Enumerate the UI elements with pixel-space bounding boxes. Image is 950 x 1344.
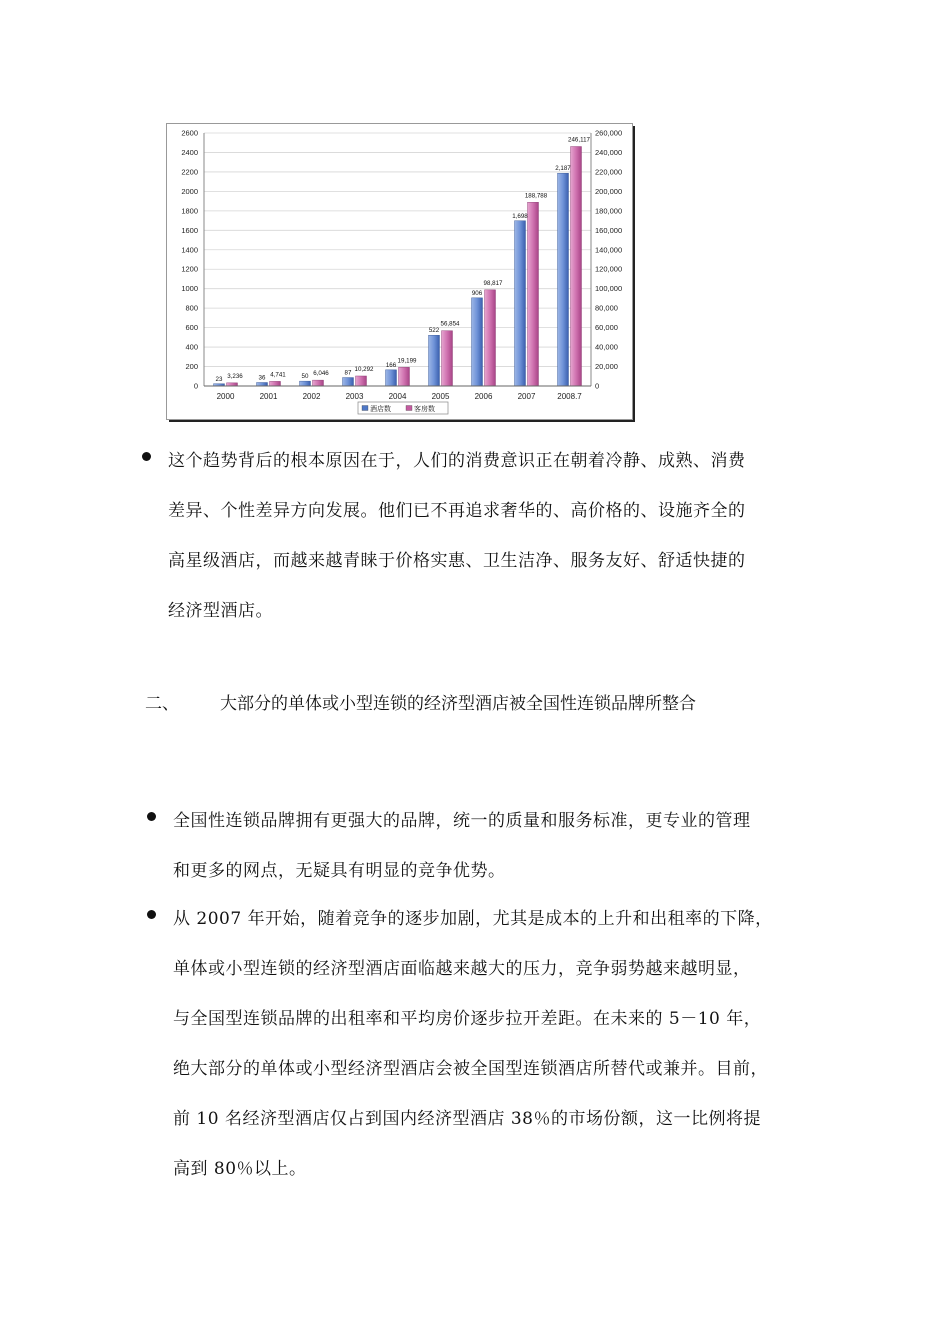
y-left-tick-label: 800 [185, 303, 198, 313]
x-tick-label: 2005 [431, 392, 450, 401]
heading-text: 大部分的单体或小型连锁的经济型酒店被全国性连锁品牌所整合 [220, 694, 696, 714]
bullet-dot [142, 452, 151, 461]
chart-svg [166, 123, 636, 423]
x-tick-label: 2000 [216, 392, 235, 401]
y-right-tick-label: 120,000 [595, 264, 623, 274]
bar-rooms [528, 202, 539, 386]
text-line: 绝大部分的单体或小型经济型酒店会被全国型连锁酒店所替代或兼并。目前， [173, 1059, 768, 1079]
text-line: 和更多的网点，无疑具有明显的竞争优势。 [173, 861, 506, 881]
bar-hotels [472, 298, 483, 386]
text-line: 经济型酒店。 [168, 601, 273, 621]
bar-rooms [571, 147, 582, 386]
legend-swatch [362, 406, 368, 411]
text-line: 这个趋势背后的根本原因在于，人们的消费意识正在朝着冷静、成熟、消费 [168, 451, 746, 471]
y-left-tick-label: 2200 [181, 167, 198, 177]
y-left-tick-label: 0 [193, 381, 198, 391]
y-right-tick-label: 0 [595, 381, 600, 391]
data-label-rooms: 6,046 [313, 370, 329, 378]
x-tick-label: 2003 [345, 392, 364, 401]
y-left-tick-label: 600 [185, 323, 198, 333]
data-label-hotels: 2,187 [555, 165, 571, 173]
x-tick-label: 2002 [302, 392, 321, 401]
data-label-hotels: 1,698 [512, 212, 528, 220]
text-line: 前 10 名经济型酒店仅占到国内经济型酒店 38％的市场份额，这一比例将提 [173, 1109, 761, 1129]
bar-hotels [429, 335, 440, 386]
bar-hotels [558, 173, 569, 386]
text-line: 全国性连锁品牌拥有更强大的品牌，统一的质量和服务标准，更专业的管理 [173, 811, 751, 831]
x-tick-label: 2007 [517, 392, 536, 401]
bar-rooms [399, 367, 410, 386]
y-right-tick-label: 240,000 [595, 147, 623, 157]
x-tick-label: 2008.7 [557, 392, 582, 401]
y-right-tick-label: 160,000 [595, 225, 623, 235]
data-label-hotels: 50 [301, 373, 309, 381]
x-tick-label: 2006 [474, 392, 493, 401]
y-right-tick-label: 260,000 [595, 128, 623, 138]
y-left-tick-label: 1600 [181, 225, 198, 235]
legend-label: 客房数 [414, 405, 435, 413]
y-left-tick-label: 2600 [181, 128, 198, 138]
bar-hotels [386, 370, 397, 386]
data-label-hotels: 522 [428, 327, 440, 335]
x-tick-label: 2001 [259, 392, 278, 401]
y-right-tick-label: 100,000 [595, 284, 623, 294]
y-left-tick-label: 1800 [181, 206, 198, 216]
chart-legend [358, 402, 448, 414]
y-left-tick-label: 1400 [181, 245, 198, 255]
data-label-rooms: 246,117 [568, 136, 590, 144]
data-label-rooms: 19,199 [397, 357, 417, 365]
y-right-tick-label: 20,000 [595, 362, 618, 372]
data-label-rooms: 188,788 [524, 192, 548, 200]
y-right-tick-label: 60,000 [595, 323, 618, 333]
y-right-tick-label: 80,000 [595, 303, 618, 313]
y-left-tick-label: 2400 [181, 147, 198, 157]
data-label-hotels: 166 [385, 361, 397, 369]
bullet-dot [147, 910, 156, 919]
data-label-rooms: 98,817 [483, 279, 503, 287]
bar-rooms [356, 376, 367, 386]
text-line: 与全国型连锁品牌的出租率和平均房价逐步拉开差距。在未来的 5－10 年， [173, 1009, 762, 1029]
y-left-tick-label: 1200 [181, 264, 198, 274]
legend-swatch [406, 406, 412, 411]
text-line: 单体或小型连锁的经济型酒店面临越来越大的压力，竞争弱势越来越明显， [173, 959, 751, 979]
y-right-tick-label: 220,000 [595, 167, 623, 177]
hotel-growth-chart [166, 123, 636, 423]
text-line: 从 2007 年开始，随着竞争的逐步加剧，尤其是成本的上升和出租率的下降， [173, 909, 773, 929]
bar-hotels [300, 381, 311, 386]
x-tick-label: 2004 [388, 392, 407, 401]
text-line: 高星级酒店，而越来越青睐于价格实惠、卫生洁净、服务友好、舒适快捷的 [168, 551, 746, 571]
y-right-tick-label: 140,000 [595, 245, 623, 255]
legend-label: 酒店数 [370, 405, 391, 413]
bar-rooms [313, 380, 324, 386]
data-label-hotels: 906 [471, 289, 483, 297]
data-label-hotels: 23 [215, 375, 223, 383]
data-label-rooms: 56,854 [440, 320, 460, 328]
y-right-tick-label: 180,000 [595, 206, 623, 216]
y-left-tick-label: 400 [185, 342, 198, 352]
heading-number: 二、 [145, 694, 179, 714]
bullet-dot [147, 812, 156, 821]
y-left-tick-label: 1000 [181, 284, 198, 294]
bar-hotels [515, 221, 526, 386]
y-left-tick-label: 2000 [181, 186, 198, 196]
y-right-tick-label: 40,000 [595, 342, 618, 352]
bar-hotels [343, 378, 354, 386]
data-label-rooms: 10,292 [354, 365, 374, 373]
bar-rooms [485, 290, 496, 386]
data-label-rooms: 3,236 [227, 372, 243, 380]
data-label-hotels: 36 [258, 374, 266, 382]
data-label-rooms: 4,741 [270, 371, 286, 379]
bar-rooms [270, 381, 281, 386]
bar-rooms [442, 331, 453, 386]
data-label-hotels: 87 [344, 369, 352, 377]
y-right-tick-label: 200,000 [595, 186, 623, 196]
text-line: 高到 80％以上。 [173, 1159, 307, 1179]
y-left-tick-label: 200 [185, 362, 198, 372]
text-line: 差异、个性差异方向发展。他们已不再追求奢华的、高价格的、设施齐全的 [168, 501, 746, 521]
bar-hotels [257, 382, 268, 386]
